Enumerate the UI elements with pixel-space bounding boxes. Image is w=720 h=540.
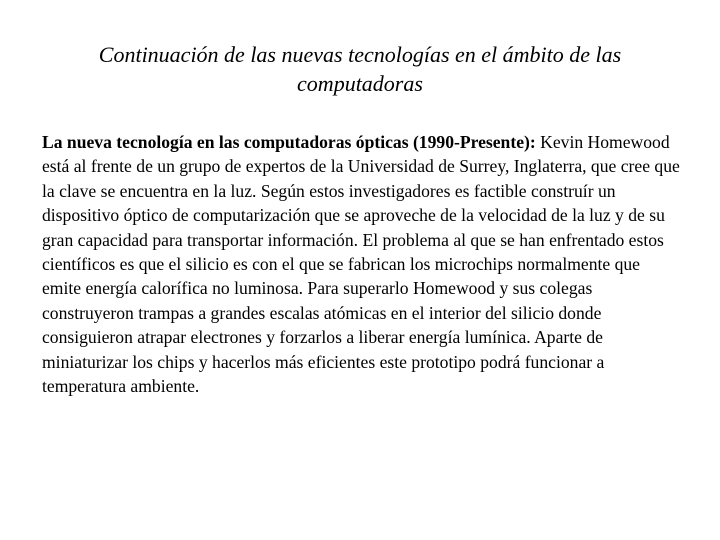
slide-title: Continuación de las nuevas tecnologías en el ámbito de las computadoras [98, 42, 622, 96]
section-heading: La nueva tecnología en las computadoras ópticas (1990-Presente): [42, 132, 536, 152]
slide-body [42, 130, 682, 398]
body-paragraph: Kevin Homewood está al frente de un grupo de expertos de la Universidad de Surrey, Inglaterra, que cree que la clave se encuentra en la luz. Según estos investigadores es factible construír un dispositivo óptico de computarización que se aproveche de la velocidad de la luz y de su gran capacidad para transportar información. El problema al que se han enfrentado estos científicos es que el silicio es con el que se fabrican los microchips normalmente que emite energía calorífica no luminosa. Para superarlo Homewood y sus colegas construyeron trampas a grandes escalas atómicas en el interior del silicio donde consiguieron atrapar electrones y forzarlos a liberar energía lumínica. Aparte de miniaturizar los chips y hacerlos más eficientes este prototipo podrá funcionar a temperatura ambiente. [42, 132, 680, 397]
